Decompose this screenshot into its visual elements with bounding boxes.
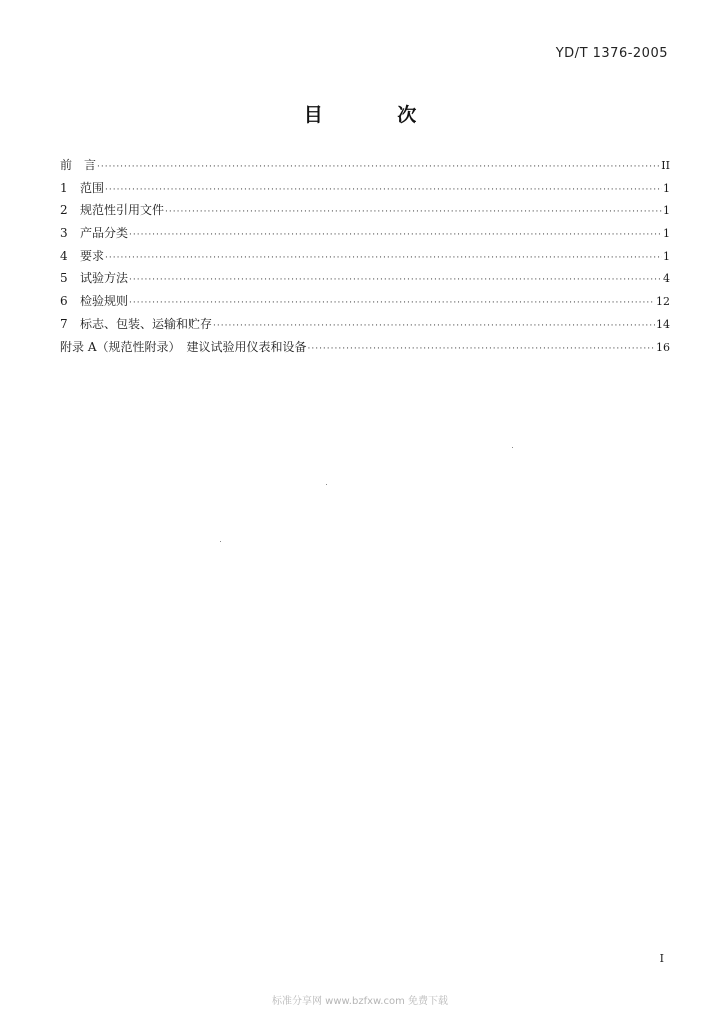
page-number: I xyxy=(659,952,664,965)
toc-entry-page: 1 xyxy=(663,249,670,263)
toc-entry-product-classification[interactable] xyxy=(60,222,670,245)
toc-entry-page: 1 xyxy=(663,181,670,195)
toc-dot-leader xyxy=(105,179,662,202)
toc-entry-foreword[interactable] xyxy=(60,154,670,177)
toc-dot-leader xyxy=(129,224,662,247)
toc-entry-scope[interactable] xyxy=(60,177,670,200)
toc-dot-leader xyxy=(165,201,662,224)
toc-entry-label: 附录 A（规范性附录） 建议试验用仪表和设备 xyxy=(60,339,307,354)
table-of-contents xyxy=(60,154,670,358)
toc-entry-inspection-rules[interactable] xyxy=(60,290,670,313)
toc-entry-annex-a[interactable] xyxy=(60,336,670,359)
toc-entry-page: 1 xyxy=(663,227,670,241)
standard-number: YD/T 1376-2005 xyxy=(555,46,668,61)
toc-entry-number: 4 xyxy=(60,248,68,263)
toc-entry-number: 1 xyxy=(60,180,68,195)
scan-speck xyxy=(326,484,327,485)
toc-entry-normative-references[interactable] xyxy=(60,199,670,222)
toc-dot-leader xyxy=(129,292,655,315)
toc-entry-page: 4 xyxy=(663,272,670,286)
toc-entry-requirements[interactable] xyxy=(60,245,670,268)
toc-entry-label: 标志、包装、运输和贮存 xyxy=(80,316,213,331)
toc-entry-number: 6 xyxy=(60,294,68,309)
toc-entry-number: 5 xyxy=(60,271,68,286)
toc-entry-label: 范围 xyxy=(80,180,105,195)
toc-entry-test-methods[interactable] xyxy=(60,267,670,290)
toc-entry-label: 产品分类 xyxy=(80,226,129,241)
toc-entry-page: 14 xyxy=(656,317,670,331)
toc-entry-page: II xyxy=(661,159,670,172)
watermark-text: 标准分享网 www.bzfxw.com 免费下载 xyxy=(272,996,448,1007)
toc-entry-page: 1 xyxy=(663,204,670,218)
toc-entry-label: 前 言 xyxy=(60,158,97,172)
toc-dot-leader xyxy=(97,156,660,179)
toc-entry-label: 规范性引用文件 xyxy=(80,203,165,218)
toc-entry-marking-packaging[interactable] xyxy=(60,313,670,336)
toc-entry-label: 检验规则 xyxy=(80,294,129,309)
toc-entry-number: 2 xyxy=(60,203,68,218)
toc-title: 目 次 xyxy=(303,104,451,126)
scan-speck xyxy=(220,541,221,542)
toc-dot-leader xyxy=(307,338,655,361)
toc-entry-number: 7 xyxy=(60,316,68,331)
toc-entry-label: 试验方法 xyxy=(80,271,129,286)
toc-dot-leader xyxy=(213,315,655,338)
toc-entry-page: 16 xyxy=(656,340,670,354)
scan-speck xyxy=(512,447,513,448)
toc-dot-leader xyxy=(129,269,662,292)
toc-entry-page: 12 xyxy=(656,295,670,309)
toc-entry-label: 要求 xyxy=(80,248,105,263)
toc-entry-number: 3 xyxy=(60,226,68,241)
toc-dot-leader xyxy=(105,247,662,270)
